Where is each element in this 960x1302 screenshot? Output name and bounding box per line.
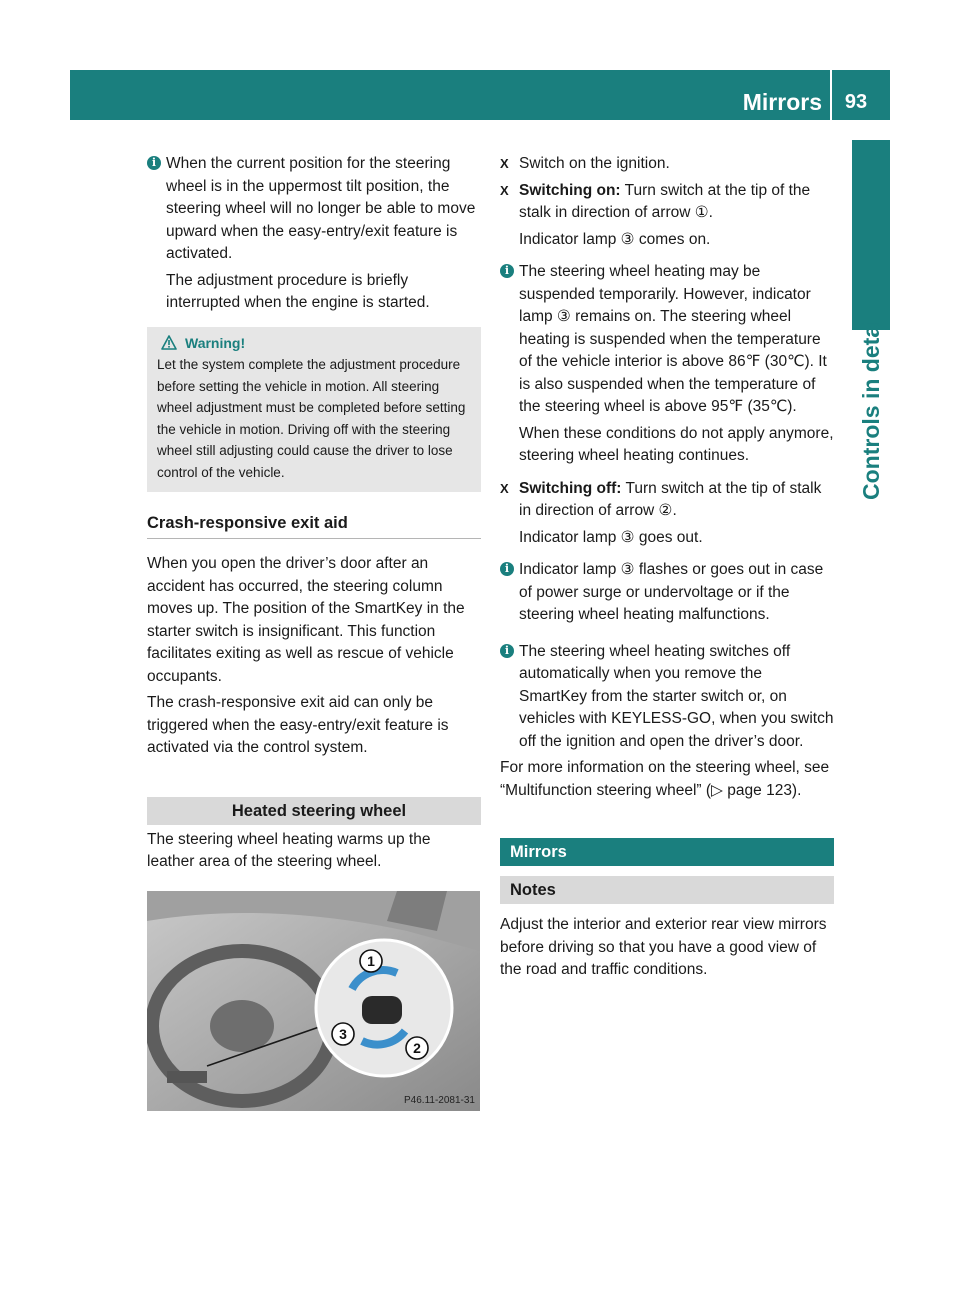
steering-wheel-photo (147, 891, 480, 1111)
step-arrow-icon: X (500, 480, 509, 496)
paragraph: The crash-responsive exit aid can only be triggered when the easy-entry/exit feature is activated via the control system. (147, 694, 449, 757)
instruction-step (500, 180, 834, 252)
callout-2-label: 2 (413, 1039, 421, 1056)
left-column (147, 153, 481, 1118)
section-heading-heated-steering-wheel: Heated steering wheel (147, 797, 481, 825)
note-text: The adjustment procedure is briefly interrupted when the engine is started. (166, 271, 430, 311)
step-arrow-icon: X (500, 182, 509, 198)
instruction-step (500, 153, 834, 176)
info-icon: i (500, 562, 514, 576)
page-number: 93 (844, 91, 868, 113)
step-text-container (519, 180, 834, 225)
info-icon: i (500, 264, 514, 278)
figure-code: P46.11-2081-31 (404, 1094, 475, 1106)
note-text: When the current position for the steering wheel is in the uppermost tilt position, the steering wheel will no longer be able to move upward when the easy-entry/exit feature is activated. (166, 155, 476, 262)
step-label: Switching on: (519, 181, 621, 199)
callout-3-label: 3 (339, 1025, 347, 1042)
section-heading-crash-exit-aid: Crash-responsive exit aid (147, 512, 481, 540)
section-heading-mirrors: Mirrors (500, 838, 834, 866)
info-icon: i (147, 156, 161, 170)
info-note (500, 559, 834, 627)
warning-text: Let the system complete the adjustment procedure before setting the vehicle in motion. All steering wheel adjustment must be completed before setting the vehicle in motion. Driving off with the steering wheel still adjusting could cause the driver to lose control of the vehicle. (157, 357, 466, 481)
header-divider (830, 70, 832, 120)
info-note (500, 261, 834, 468)
stalk-lever (167, 1071, 207, 1083)
page-header-title: Mirrors (742, 89, 822, 115)
step-text: Switch on the ignition. (519, 155, 670, 172)
section-heading-notes: Notes (500, 876, 834, 904)
note-text: Indicator lamp ③ flashes or goes out in case of power surge or undervoltage or if the steering wheel heating malfunctions. (519, 561, 824, 623)
callout-1-label: 1 (367, 952, 375, 969)
side-tab-label (852, 300, 890, 500)
cross-reference: For more information on the steering wheel, see “Multifunction steering wheel” (▷ page 123). (500, 759, 830, 799)
note-text: When these conditions do not apply anymore, steering wheel heating continues. (519, 424, 834, 464)
step-label: Switching off: (519, 479, 622, 497)
step-text: Turn switch at the tip of stalk in direction of arrow ②. (519, 479, 822, 519)
paragraph: Adjust the interior and exterior rear view mirrors before driving so that you have a good view of the road and traffic conditions. (500, 916, 827, 978)
warning-triangle-icon (161, 335, 177, 350)
info-note (500, 641, 834, 754)
side-tab-label-text: Controls in detail (858, 312, 884, 500)
steering-wheel-hub (210, 1000, 274, 1052)
switch-tip (362, 996, 402, 1024)
info-icon: i (500, 644, 514, 658)
paragraph: The steering wheel heating warms up the leather area of the steering wheel. (147, 830, 431, 871)
warning-box (147, 327, 481, 492)
info-note (147, 153, 481, 315)
instruction-step (500, 478, 834, 550)
note-text: The steering wheel heating may be suspended temporarily. However, indicator lamp ③ remains on. The steering wheel heating is suspended when the temperature of the vehicle interior is above 86℉ (30℃). It is also suspended when the temperature of the steering wheel is above 95℉ (35℃). (519, 263, 827, 415)
step-result: Indicator lamp ③ goes out. (519, 528, 703, 546)
note-text: The steering wheel heating switches off automatically when you remove the SmartKey from the starter switch or, on vehicles with KEYLESS-GO, when you switch off the ignition and open the driver’s door. (519, 642, 834, 750)
warning-heading (157, 333, 471, 355)
step-arrow-icon: X (500, 156, 509, 171)
right-column (500, 153, 834, 982)
step-text: Turn switch at the tip of the stalk in direction of arrow ①. (519, 181, 811, 221)
paragraph: When you open the driver’s door after an accident has occurred, the steering column moves up. The position of the SmartKey in the starter switch is insignificant. This function facilitates exiting as well as rescue of vehicle occupants. (147, 555, 465, 685)
warning-title: Warning! (185, 334, 246, 351)
step-result: Indicator lamp ③ comes on. (519, 230, 711, 248)
step-text-container (519, 478, 834, 523)
